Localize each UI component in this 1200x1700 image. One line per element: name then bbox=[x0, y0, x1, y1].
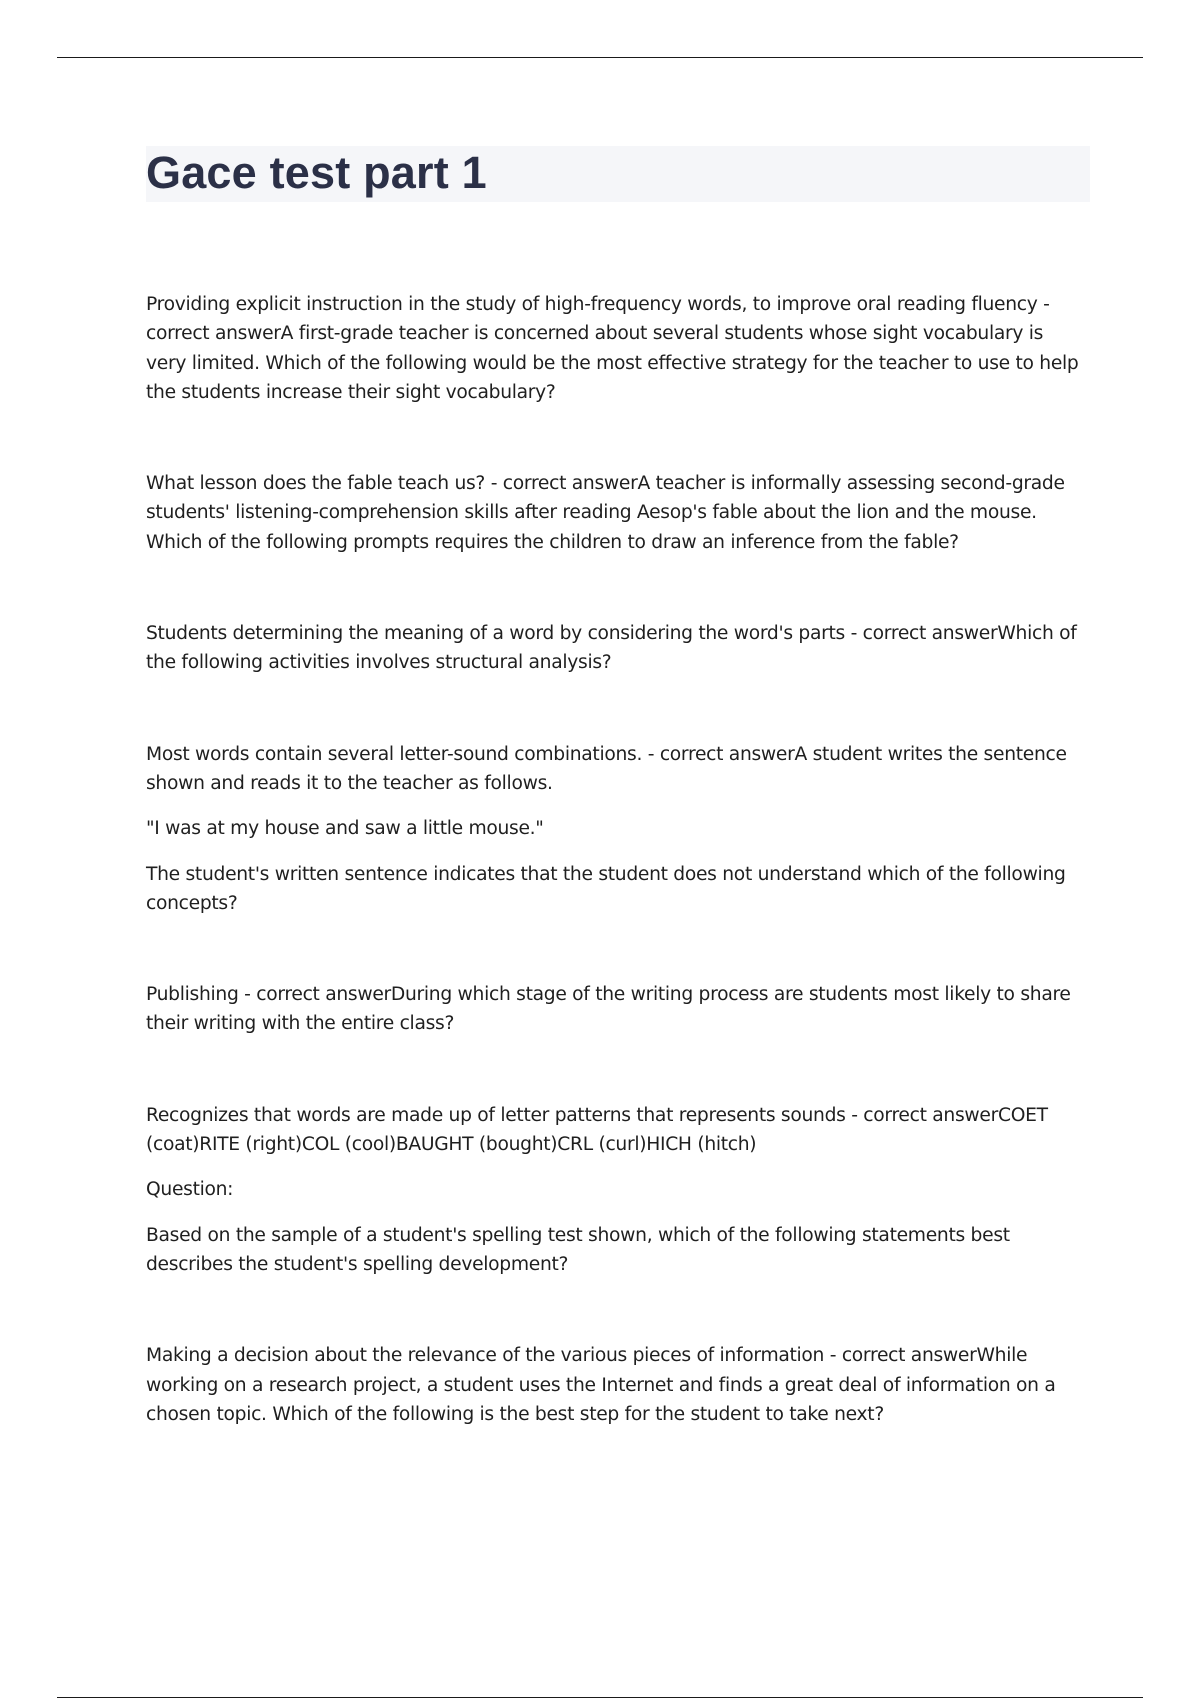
page-title: Gace test part 1 bbox=[146, 147, 487, 198]
flashcard-entry bbox=[146, 1101, 1081, 1279]
entry-paragraph: Providing explicit instruction in the study of high-frequency words, to improve oral reading fluency - correct answerA first-grade teacher is concerned about several students whose sight vocabulary is very limited. Which of the following would be the most effective strategy for the teacher to use to help the students increase their sight vocabulary? bbox=[146, 294, 1079, 403]
entry-paragraph: Most words contain several letter-sound combinations. - correct answerA student writes the sentence shown and reads it to the teacher as follows. bbox=[146, 743, 1067, 794]
bottom-rule bbox=[57, 1697, 1143, 1698]
flashcard-entry bbox=[146, 980, 1081, 1039]
flashcard-entry bbox=[146, 619, 1081, 678]
entry-paragraph: Question: bbox=[146, 1179, 234, 1201]
flashcard-entry bbox=[146, 469, 1081, 557]
entry-paragraph: What lesson does the fable teach us? - correct answerA teacher is informally assessing second-grade students' listening-comprehension skills after reading Aesop's fable about the lion and the mouse. Which of the following prompts requires the children to draw an inference from the fable? bbox=[146, 473, 1065, 553]
entry-paragraph: Recognizes that words are made up of letter patterns that represents sounds - correct answerCOET (coat)RITE (right)COL (cool)BAUGHT (bought)CRL (curl)HICH (hitch) bbox=[146, 1104, 1048, 1156]
flashcard-entry bbox=[146, 290, 1081, 407]
flashcard-entry bbox=[146, 740, 1081, 918]
entry-paragraph: "I was at my house and saw a little mouse." bbox=[146, 818, 544, 840]
flashcard-list bbox=[146, 290, 1081, 1491]
entry-paragraph: The student's written sentence indicates that the student does not understand which of the following concepts? bbox=[146, 863, 1066, 914]
top-rule bbox=[57, 57, 1143, 58]
flashcard-entry bbox=[146, 1341, 1081, 1429]
entry-paragraph: Publishing - correct answerDuring which stage of the writing process are students most likely to share their writing with the entire class? bbox=[146, 984, 1071, 1035]
entry-paragraph: Making a decision about the relevance of the various pieces of information - correct answerWhile working on a research project, a student uses the Internet and finds a great deal of information on a chosen topic. Which of the following is the best step for the student to take next? bbox=[146, 1345, 1056, 1425]
entry-paragraph: Students determining the meaning of a word by considering the word's parts - correct answerWhich of the following activities involves structural analysis? bbox=[146, 623, 1077, 674]
entry-paragraph: Based on the sample of a student's spelling test shown, which of the following statements best describes the student's spelling development? bbox=[146, 1224, 1010, 1275]
